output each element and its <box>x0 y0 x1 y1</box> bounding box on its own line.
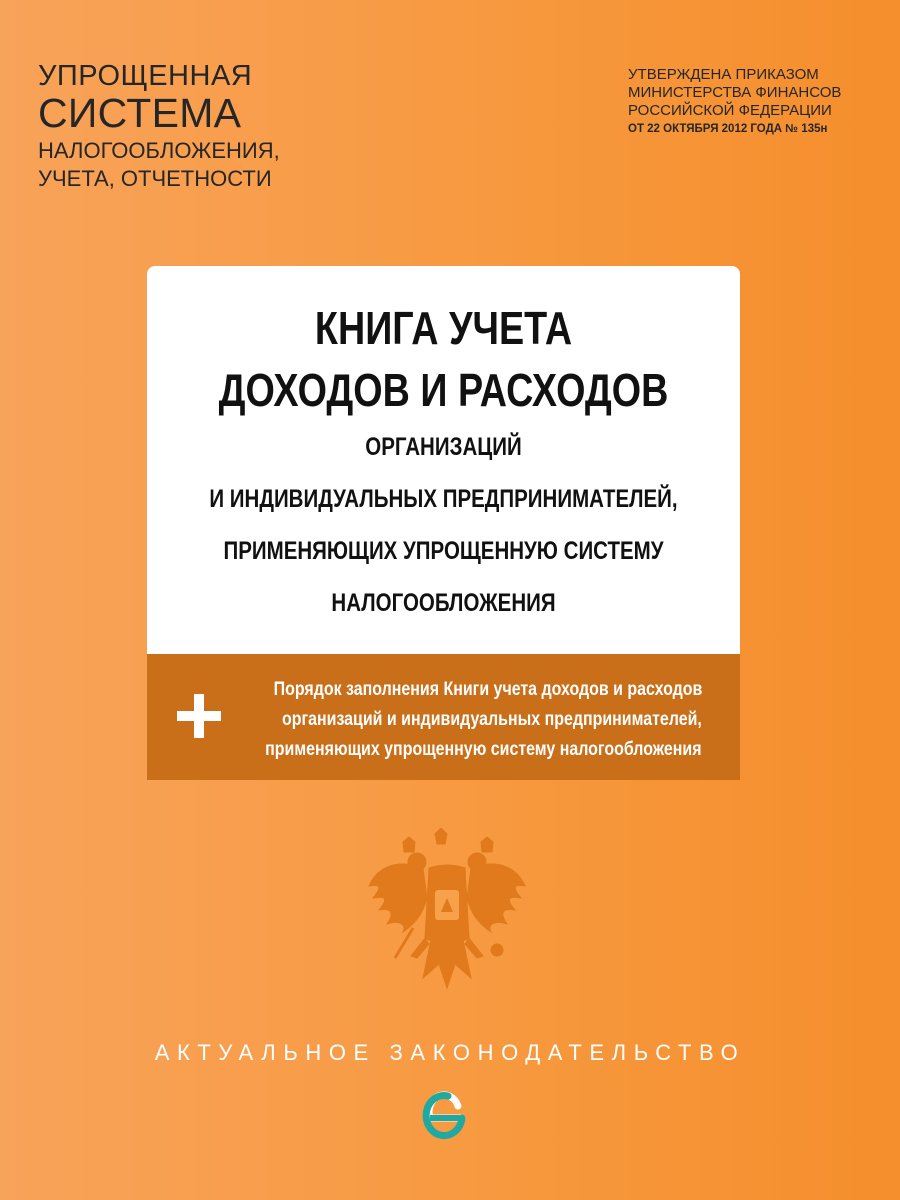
book-subtitle-line-1: ОРГАНИЗАЦИЙ <box>365 433 522 461</box>
series-title <box>38 62 280 190</box>
book-title-line-1: КНИГА УЧЕТА <box>314 302 573 354</box>
coat-of-arms-icon <box>365 828 530 1000</box>
series-line-1: УПРОЩЕННАЯ <box>38 60 253 92</box>
plus-icon <box>177 694 221 738</box>
approval-line-1: УТВЕРЖДЕНА ПРИКАЗОМ <box>628 66 819 83</box>
series-line-2: СИСТЕМА <box>38 90 242 136</box>
series-line-3: НАЛОГООБЛОЖЕНИЯ, <box>38 138 280 163</box>
book-subtitle-line-4: НАЛОГООБЛОЖЕНИЯ <box>331 589 556 617</box>
supplement-line-2: организаций и индивидуальных предпринимателей, <box>282 709 702 730</box>
title-panel <box>147 266 740 654</box>
book-title-line-2: ДОХОДОВ И РАСХОДОВ <box>218 364 669 416</box>
publisher-logo-icon <box>418 1088 468 1142</box>
approval-line-4: ОТ 22 ОКТЯБРЯ 2012 ГОДА № 135н <box>628 123 828 135</box>
supplement-band <box>147 654 740 780</box>
series-line-4: УЧЕТА, ОТЧЕТНОСТИ <box>38 166 272 191</box>
book-subtitle-line-2: И ИНДИВИДУАЛЬНЫХ ПРЕДПРИНИМАТЕЛЕЙ, <box>209 485 678 513</box>
approval-line-3: РОССИЙСКОЙ ФЕДЕРАЦИИ <box>628 102 832 119</box>
approval-note <box>628 66 841 138</box>
book-subtitle-line-3: ПРИМЕНЯЮЩИХ УПРОЩЕННУЮ СИСТЕМУ <box>223 537 664 565</box>
series-tagline: АКТУАЛЬНОЕ ЗАКОНОДАТЕЛЬСТВО <box>154 1040 746 1065</box>
supplement-line-1: Порядок заполнения Книги учета доходов и расходов <box>273 679 702 700</box>
supplement-line-3: применяющих упрощенную систему налогообложения <box>265 739 702 760</box>
approval-line-2: МИНИСТЕРСТВА ФИНАНСОВ <box>628 84 842 101</box>
